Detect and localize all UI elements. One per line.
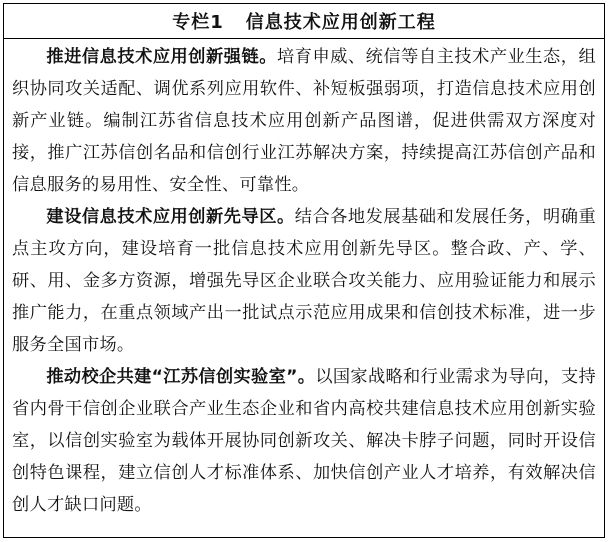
paragraph-lead: 推动校企共建“江苏信创实验室”。: [46, 367, 316, 387]
box-body: [4, 39, 604, 521]
paragraph-text: 结合各地发展基础和发展任务，明确重点主攻方向，建设培育一批信息技术应用创新先导区。整合政、产、学、研、用、金多方资源，增强先导区企业联合攻关能力、应用验证能力和展示推广能力，在重点领域产出一批试点示范应用成果和信创技术标准，进一步服务全国市场。: [12, 207, 596, 355]
box-title: 信息技术应用创新工程: [245, 12, 436, 33]
paragraph-text: 培育申威、统信等自主技术产业生态，组织协同攻关适配、调优系列应用软件、补短板强弱项，打造信息技术应用创新产业链。编制江苏省信息技术应用创新产品图谱，促进供需双方深度对接，推广江苏信创名品和信创行业江苏解决方案，持续提高江苏信创产品和信息服务的易用性、安全性、可靠性。: [12, 47, 597, 195]
paragraph-joint-lab: [12, 361, 596, 521]
paragraph-pilot-zone: [12, 201, 596, 361]
box-label: 专栏1: [172, 12, 224, 33]
paragraph-lead: 建设信息技术应用创新先导区。: [46, 207, 295, 227]
paragraph-strengthen-chain: [12, 41, 596, 201]
column-box: [3, 3, 605, 538]
box-title-bar: [4, 4, 604, 39]
paragraph-text: 以国家战略和行业需求为导向，支持省内骨干信创企业联合产业生态企业和省内高校共建信息技术应用创新实验室，以信创实验室为载体开展协同创新攻关、解决卡脖子问题，同时开设信创特色课程，建立信创人才标准体系、加快信创产业人才培养，有效解决信创人才缺口问题。: [12, 367, 596, 515]
paragraph-lead: 推进信息技术应用创新强链。: [46, 47, 277, 67]
